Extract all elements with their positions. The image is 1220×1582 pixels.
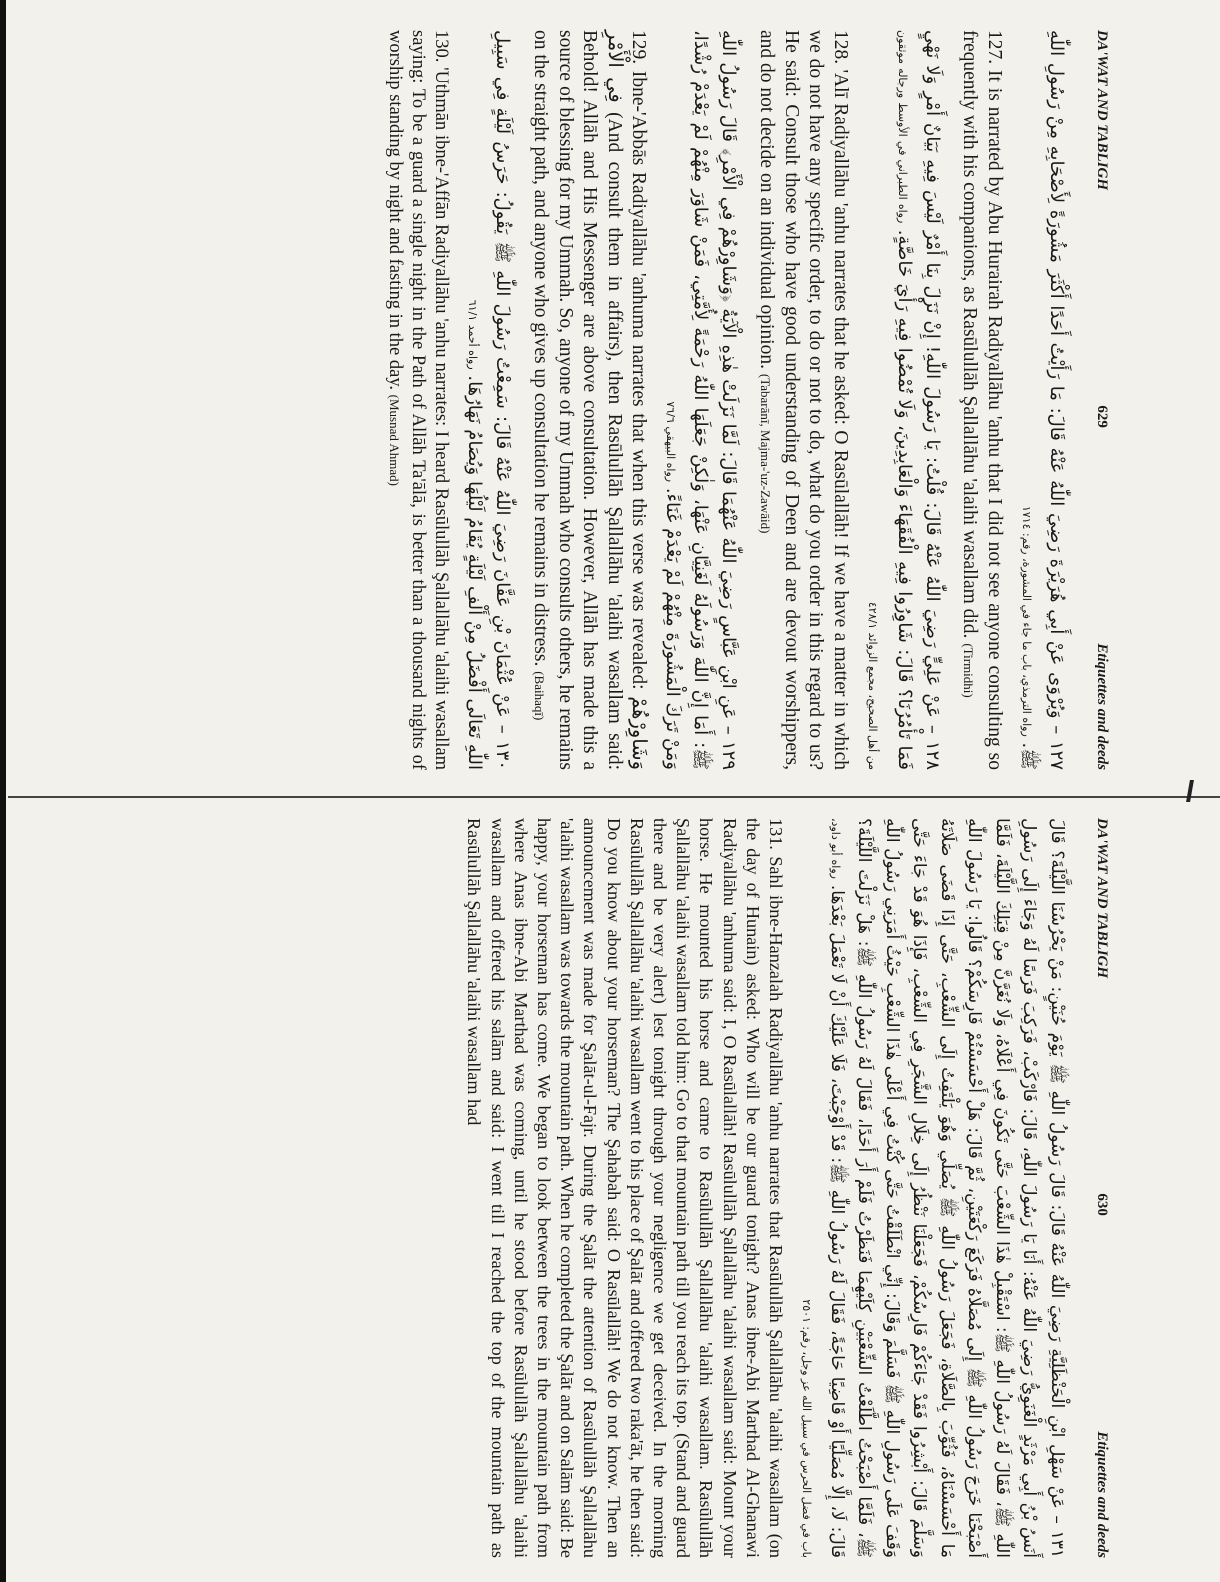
arabic-text: ١٣١ – عَنْ سَهْلِ ابْنِ الْحَنْظَلِيَّةِ رَضِيَ اللّٰهُ عَنْهُ قَالَ: قَالَ رَسُولُ اللّٰهِ ﷺ يَوْمَ حُنَيْنٍ: مَنْ يَحْرُسُنَا اللَّيْلَةَ؟ قَالَ أَنَسُ بْنُ أَبِي مَرْثَدٍ الْغَنَوِيُّ رَضِيَ اللّٰهُ عَنْهُ: أَنَا يَا رَسُولَ اللّٰهِ، قَالَ: فَارْكَبْ، فَرَكِبَ فَرَسًا لَهُ وَجَاءَ إِلَى رَسُولِ اللّٰهِ ﷺ، فَقَالَ لَهُ رَسُولُ اللّٰهِ ﷺ: اسْتَقْبِلْ هٰذَا الشِّعْبَ حَتَّى تَكُونَ فِي أَعْلَاهُ، وَلَا نُغَرَّنَّ مِنْ قِبَلِكَ اللَّيْلَةَ، فَلَمَّا أَصْبَحْنَا خَرَجَ رَسُولُ اللّٰهِ ﷺ إِلَى مُصَلَّاهُ فَرَكَعَ رَكْعَتَيْنِ، ثُمَّ قَالَ: هَلْ أَحْسَسْتُمْ فَارِسَكُمْ؟ قَالُوا: يَا رَسُولَ اللّٰهِ مَا أَحْسَسْنَاهُ، فَثُوِّبَ بِالصَّلَاةِ، فَجَعَلَ رَسُولُ اللّٰهِ ﷺ يُصَلِّي وَهُوَ يَلْتَفِتُ إِلَى الشِّعْبِ، حَتَّى إِذَا قَضَى صَلَاتَهُ وَسَلَّمَ قَالَ: أَبْشِرُوا فَقَدْ جَاءَكُمْ فَارِسُكُمْ، فَجَعَلْنَا نَنْظُرُ إِلَى خِلَالِ الشَّجَرِ فِي الشِّعْبِ، فَإِذَا هُوَ قَدْ جَاءَ حَتَّى وَقَفَ عَلَى رَسُولِ اللّٰهِ ﷺ فَسَلَّمَ وَقَالَ: إِنِّي انْطَلَقْتُ حَتَّى كُنْتُ فِي أَعْلَى هٰذَا الشِّعْبِ حَيْثُ أَمَرَنِي رَسُولُ اللّٰهِ ﷺ، فَلَمَّا أَصْبَحْتُ اطَّلَعْتُ الشِّعْبَيْنِ كِلَيْهِمَا فَنَظَرْتُ فَلَمْ أَرَ أَحَدًا، فَقَالَ لَهُ رَسُولُ اللّٰهِ ﷺ: هَلْ نَزَلْتَ اللَّيْلَةَ؟ قَالَ: لَا، إِلَّا مُصَلِّيًا أَوْ قَاضِيًا حَاجَةً، فَقَالَ لَهُ رَسُولُ اللّٰهِ ﷺ: قَدْ أَوْجَبْتَ، فَلَا عَلَيْكَ أَنْ لَا تَعْمَلَ بَعْدَهَا. رواه أبو داود، باب في فضل الحرس في سبيل الله عز وجل، رقم: ٢٥٠١ xyxy=(800,818,1067,1559)
page-fold-line xyxy=(8,796,1220,798)
english-source: (Musnad Ahmad) xyxy=(387,394,403,487)
english-translation: 131. Sahl ibne-Hanzalah Radiyallāhu 'anhu narrates that Rasūlullāh Şallallāhu 'alaihi wasallam (on the day of Hunain) asked: Who will be our guard tonight? Anas ibne-Abi Marthad Al-Ghanawi Radiyallāhu 'anhuma said: I, O Rasūlallāh! Rasūlullāh Şallallāhu 'alaihi wasallam said: Mount your horse. He mounted his horse and came to Rasūlullāh Şallallāhu 'alaihi wasallam. Rasūlullāh Şallallāhu 'alaihi wasallam told him: Go to that mountain path till you reach its top. (Stand and guard there and be very alert) lest tonight through your negligence we get deceived. In the morning Rasūlullāh Şallallāhu 'alaihi wasallam went to his place of Şalāt and offered two raka'āt, he then said: Do you know about your horseman? The Şahabah said: O Rasūlallāh! We do not know. Then an announcement was made for Şalāt-ul-Fajr. During the Şalāt the attention of Rasūlullāh Şallallāhu 'alaihi wasallam was towards the mountain path. When he completed the Şalāt and on Salām said: Be happy, your horseman has come. We began to look between the trees in the mountain path from where Anas ibne-Abi Marthad was coming, until he stood before Rasūlullāh Şallallāhu 'alaihi wasallam and offered his salām and said: I went till I reached the top of the mountain path as Rasūlullāh Şallallāhu 'alaihi wasallam had xyxy=(464,818,786,1558)
book-title-header: DA'WAT AND TABLIGH xyxy=(1094,818,1110,979)
hadith-127 xyxy=(956,30,1070,770)
running-head xyxy=(1080,30,1110,770)
book-page-630 xyxy=(0,808,1110,1568)
english-translation: 130. 'Uthmān ibne-'Affān Radiyallāhu 'anhu narrates: I heard Rasūlullāh Şallallāhu 'alaihi wasallam saying: To be a guard a single night in the Path of Allāh Ta'ālā, is better than a thousand nights of worship standing by night and fasting in the day. (Musnad Ahmad) xyxy=(385,30,452,770)
english-translation: 127. It is narrated by Abu Hurairah Radiyallāhu 'anhu that I did not see anyone consulting so frequently with his companions, as Rasūlullāh Şallallāhu 'alaihi wasallam did. (Tirmidhi) xyxy=(959,30,1005,770)
book-title-header: DA'WAT AND TABLIGH xyxy=(1094,30,1110,191)
section-title-header: Etiquettes and deeds xyxy=(1094,643,1110,770)
arabic-source: رواه الترمذي، باب ما جاء في المشورة، رقم: ١٧١٤ xyxy=(1020,505,1033,737)
english-source: (Baihaqī) xyxy=(532,671,548,721)
running-head xyxy=(1080,818,1110,1558)
fold-mark xyxy=(1186,780,1194,802)
book-page-629 xyxy=(0,20,1110,780)
page-number: 629 xyxy=(1094,405,1110,428)
hadith-129 xyxy=(526,30,742,770)
arabic-source: رواه البيهقي ٧٦/٦ xyxy=(664,401,678,483)
english-translation: 129. Ibne-'Abbās Radiyallāhu 'anhuma narrates that when this verse was revealed: وَشَاوِرْهُمْ فِي الْأَمْرِ (And consult them in affairs), then Rasūlullāh Şallallāhu 'alaihi wasallam said: Behold! Allāh and His Messenger are above consultation. However, Allāh has made this a source of blessing for my Ummah. So, anyone of my Ummah who consults others, he remains on the straight path, and anyone who gives up consultation he remains in distress. (Baihaqī) xyxy=(530,30,650,770)
arabic-text: ١٣٠ – عَنْ عُثْمَانَ بْنِ عَفَّانَ رَضِيَ اللّٰهُ عَنْهُ قَالَ: سَمِعْتُ رَسُولَ اللّٰهِ ﷺ يَقُولُ: حَرَسُ لَيْلَةٍ فِي سَبِيلِ اللّٰهِ تَعَالَى أَفْضَلُ مِنْ أَلْفِ لَيْلَةٍ يُقَامُ لَيْلُهَا وَيُصَامُ نَهَارُهَا. رواه أحمد ٦١/١ xyxy=(464,30,514,770)
section-title-header: Etiquettes and deeds xyxy=(1094,1431,1110,1558)
hadith-130 xyxy=(383,30,516,770)
arabic-text: ١٢٨ – عَنْ عَلِيٍّ رَضِيَ اللّٰهُ عَنْهُ قَالَ: قُلْتُ: يَا رَسُولَ اللّٰهِ! إِنْ نَزَلَ بِنَا أَمْرٌ لَيْسَ فِيهِ بَيَانٌ أَمْرٍ وَلَا نَهْيٍ فَمَا تَأْمُرُنَا؟ قَالَ: شَاوِرُوا فِيهِ الْفُقَهَاءَ وَالْعَابِدِينَ، وَلَا تُمْضُوا فِيهِ رَأْيَ خَاصَّةٍ. رواه الطبراني في الأوسط ورجاله موثقون من أهل الصحيح، مجمع الزوائد ٤٢٨/١ xyxy=(865,30,943,770)
arabic-source: رواه أبو داود، باب في فضل الحرس في سبيل الله عز وجل، رقم: ٢٥٠١ xyxy=(800,818,842,1558)
english-source: (Tabarānī, Majma-'uz-Zawāid) xyxy=(758,373,774,534)
english-source: (Tirmidhi) xyxy=(961,643,977,698)
english-translation: 128. 'Alī Radiyallāhu 'anhu narrates that he asked: O Rasūlallāh! If we have a matter in which we do not have any specific order, to do or not to do, what do you order in this regard to us? He said: Consult those who have good understanding of Deen and are devout worshippers, and do not decide on an individual opinion. (Tabarānī, Majma-'uz-Zawāid) xyxy=(756,30,851,770)
page-number: 630 xyxy=(1094,1193,1110,1216)
hadith-131 xyxy=(461,818,1070,1558)
arabic-source: رواه الطبراني في الأوسط ورجاله موثقون من أهل الصحيح، مجمع الزوائد ٤٢٨/١ xyxy=(865,30,909,770)
hadith-128 xyxy=(752,30,945,770)
arabic-text: ١٢٩ – عَنِ ابْنِ عَبَّاسٍ رَضِيَ اللّٰهُ عَنْهُمَا قَالَ: لَمَّا نَزَلَتْ هٰذِهِ الْآيَةُ ﴿وَشَاوِرْهُمْ فِي الْأَمْرِ﴾ قَالَ رَسُولُ اللّٰهِ ﷺ: أَمَا إِنَّ اللّٰهَ وَرَسُولَهُ لَغَنِيَّانِ عَنْهَا، وَلٰكِنْ جَعَلَهَا اللّٰهُ رَحْمَةً لِأُمَّتِي، فَمَنْ شَاوَرَ مِنْهُمْ لَمْ يَعْدَمْ رُشْدًا، وَمَنْ تَرَكَ الْمَشُورَةَ مِنْهُمْ لَمْ يَعْدَمْ غَنَاءً. رواه البيهقي ٧٦/٦ xyxy=(662,30,740,770)
arabic-source: رواه أحمد ٦١/١ xyxy=(466,299,480,370)
arabic-text: ١٢٧ – وَيُرْوَى عَنْ أَبِي هُرَيْرَةَ رَضِيَ اللّٰهُ عَنْهُ قَالَ: مَا رَأَيْتُ أَحَدًا أَكْثَرَ مَشُورَةً لِأَصْحَابِهِ مِنْ رَسُولِ اللّٰهِ ﷺ. رواه الترمذي، باب ما جاء في المشورة، رقم: ١٧١٤ xyxy=(1018,30,1067,770)
